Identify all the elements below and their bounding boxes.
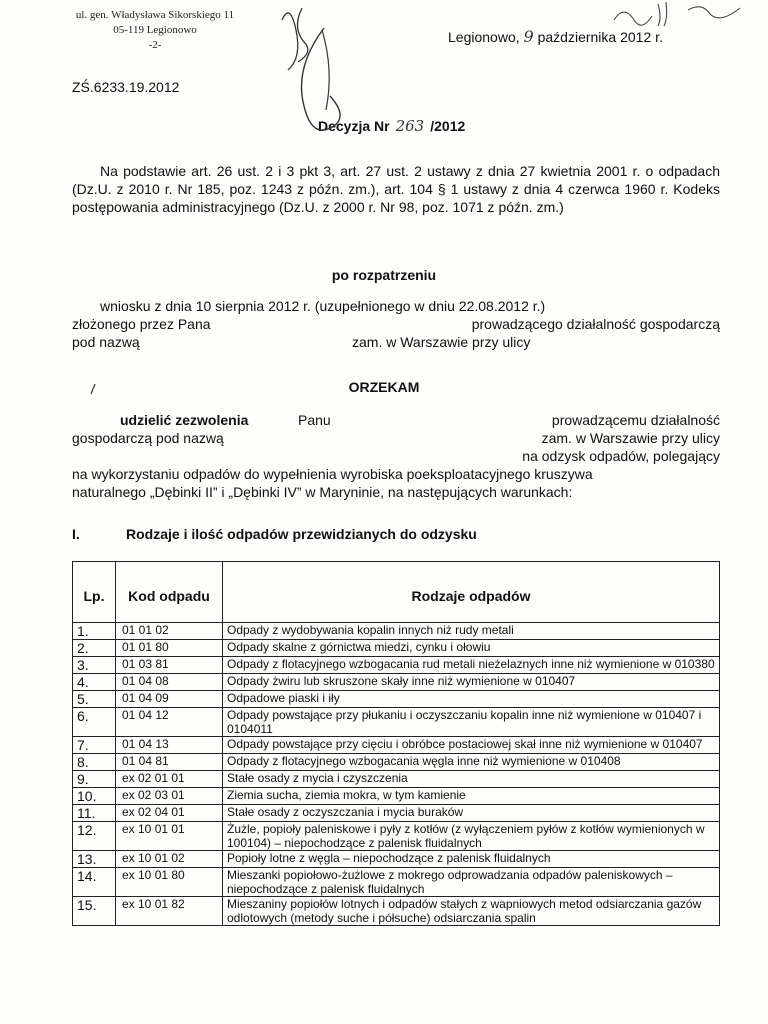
cell-lp: 10.	[73, 788, 116, 805]
application-line-2-a: złożonego przez Pana	[72, 316, 211, 332]
cell-lp: 4.	[73, 674, 116, 691]
office-street: ul. gen. Władysława Sikorskiego 11	[75, 9, 235, 21]
cell-rodzaj: Odpady z flotacyjnego wzbogacania węgla inne niż wymienione w 010408	[223, 754, 720, 771]
table-row	[73, 771, 720, 788]
page-number: -2-	[148, 39, 162, 51]
cell-kod: 01 04 81	[116, 754, 223, 771]
ruling-heading: ORZEKAM	[348, 379, 420, 395]
cell-kod: 01 01 02	[116, 623, 223, 640]
cell-rodzaj: Mieszanki popiołowo-żużlowe z mokrego odprowadzania odpadów paleniskowych – niepochodzące z palenisk fluidalnych	[223, 868, 720, 897]
table-body	[73, 623, 720, 926]
application-line-3-a: pod nazwą	[72, 334, 140, 350]
cell-lp: 5.	[73, 691, 116, 708]
cell-lp: 12.	[73, 822, 116, 851]
cell-kod: ex 02 04 01	[116, 805, 223, 822]
decision-title-prefix: Decyzja Nr	[318, 118, 390, 134]
date-day: 9	[523, 27, 534, 46]
table-row	[73, 897, 720, 926]
waste-types-table	[72, 561, 720, 926]
cell-rodzaj: Żużle, popioły paleniskowe i pyły z kotłów (z wyłączeniem pyłów z kotłów wymienionych w 100104) – niepochodzące z palenisk fluidalnych	[223, 822, 720, 851]
table-row	[73, 691, 720, 708]
table-row	[73, 822, 720, 851]
cell-rodzaj: Odpady powstające przy cięciu i obróbce postaciowej skał inne niż wymienione w 010407	[223, 737, 720, 754]
application-paragraph	[72, 297, 720, 351]
cell-rodzaj: Popioły lotne z węgla – niepochodzące z palenisk fluidalnych	[223, 851, 720, 868]
cell-lp: 2.	[73, 640, 116, 657]
table-header-row	[73, 562, 720, 623]
cell-rodzaj: Odpady skalne z górnictwa miedzi, cynku i ołowiu	[223, 640, 720, 657]
permit-line-2-a: gospodarczą pod nazwą	[72, 430, 224, 446]
cell-kod: 01 04 08	[116, 674, 223, 691]
table-row	[73, 708, 720, 737]
cell-lp: 6.	[73, 708, 116, 737]
table-row	[73, 754, 720, 771]
cell-kod: ex 02 01 01	[116, 771, 223, 788]
permit-bold-start: udzielić zezwolenia	[120, 412, 249, 428]
table-row	[73, 737, 720, 754]
permit-line-5: naturalnego „Dębinki II” i „Dębinki IV” w Maryninie, na następujących warunkach:	[72, 484, 573, 500]
cell-lp: 13.	[73, 851, 116, 868]
table-row	[73, 868, 720, 897]
header-lp: Lp.	[73, 562, 116, 623]
cell-lp: 15.	[73, 897, 116, 926]
application-line-2-b: prowadzącego działalność gospodarczą	[471, 316, 720, 332]
cell-rodzaj: Odpady z flotacyjnego wzbogacania rud metali nieżelaznych inne niż wymienione w 010380	[223, 657, 720, 674]
cell-kod: 01 04 13	[116, 737, 223, 754]
cell-kod: ex 10 01 02	[116, 851, 223, 868]
table-row	[73, 805, 720, 822]
decision-number: 263	[395, 117, 425, 135]
permit-line-1-b: prowadzącemu działalność	[551, 412, 720, 428]
cell-rodzaj: Ziemia sucha, ziemia mokra, w tym kamienie	[223, 788, 720, 805]
cell-rodzaj: Stałe osady z oczyszczania i mycia buraków	[223, 805, 720, 822]
cell-kod: 01 03 81	[116, 657, 223, 674]
cell-kod: ex 02 03 01	[116, 788, 223, 805]
cell-rodzaj: Odpady żwiru lub skruszone skały inne niż wymienione w 010407	[223, 674, 720, 691]
permit-paragraph	[72, 411, 720, 501]
cell-lp: 3.	[73, 657, 116, 674]
table-row	[73, 851, 720, 868]
header-rodzaje: Rodzaje odpadów	[223, 562, 720, 623]
table-row	[73, 657, 720, 674]
after-review-heading: po rozpatrzeniu	[331, 267, 437, 283]
decision-title-suffix: /2012	[430, 118, 466, 134]
cell-kod: ex 10 01 80	[116, 868, 223, 897]
cell-rodzaj: Odpadowe piaski i iły	[223, 691, 720, 708]
cell-kod: ex 10 01 01	[116, 822, 223, 851]
application-line-3	[72, 333, 720, 351]
reference-number: ZŚ.6233.19.2012	[72, 79, 180, 95]
permit-line-3: na odzysk odpadów, polegający	[522, 448, 720, 464]
cell-rodzaj: Odpady z wydobywania kopalin innych niż rudy metali	[223, 623, 720, 640]
permit-line-2-b: zam. w Warszawie przy ulicy	[541, 430, 720, 446]
legal-basis-paragraph: Na podstawie art. 26 ust. 2 i 3 pkt 3, art. 27 ust. 2 ustawy z dnia 27 kwietnia 2001 r. o odpadach (Dz.U. z 2010 r. Nr 185, poz. 1243 z późn. zm.), art. 104 § 1 ustawy z dnia 4 czerwca 1960 r. Kodeks postępowania administracyjnego (Dz.U. z 2000 r. Nr 98, poz. 1071 z późn. zm.)	[72, 163, 720, 215]
cell-lp: 1.	[73, 623, 116, 640]
table-row	[73, 674, 720, 691]
header-kod: Kod odpadu	[116, 562, 223, 623]
date-signature-scribble	[608, 0, 758, 30]
table-row	[73, 623, 720, 640]
place-name: Legionowo,	[448, 29, 520, 45]
application-line-1: wniosku z dnia 10 sierpnia 2012 r. (uzupełnionego w dniu 22.08.2012 r.)	[100, 298, 546, 314]
cell-lp: 7.	[73, 737, 116, 754]
cell-rodzaj: Mieszaniny popiołów lotnych i odpadów stałych z wapniowych metod odsiarczania gazów odlotowych (metody suche i półsuche) odsiarczania spalin	[223, 897, 720, 926]
permit-line-2	[72, 429, 720, 447]
date-month-year: października 2012 r.	[537, 29, 663, 45]
application-line-2	[72, 315, 720, 333]
cell-kod: ex 10 01 82	[116, 897, 223, 926]
cell-rodzaj: Stałe osady z mycia i czyszczenia	[223, 771, 720, 788]
decision-title	[318, 117, 465, 135]
permit-line-4: na wykorzystaniu odpadów do wypełnienia wyrobiska poeksploatacyjnego kruszywa	[72, 466, 593, 482]
office-postal: 05-119 Legionowo	[113, 24, 197, 36]
cell-lp: 9.	[73, 771, 116, 788]
section-heading	[72, 526, 477, 542]
office-line-cut	[40, 0, 270, 8]
cell-lp: 8.	[73, 754, 116, 771]
section-number: I.	[72, 526, 80, 542]
permit-line-1	[72, 411, 720, 429]
cell-kod: 01 04 09	[116, 691, 223, 708]
cell-lp: 11.	[73, 805, 116, 822]
section-title: Rodzaje i ilość odpadów przewidzianych do odzysku	[126, 526, 477, 542]
table-row	[73, 788, 720, 805]
office-address-block	[40, 0, 270, 53]
cell-kod: 01 04 12	[116, 708, 223, 737]
cell-kod: 01 01 80	[116, 640, 223, 657]
place-date	[448, 27, 663, 46]
table-row	[73, 640, 720, 657]
cell-rodzaj: Odpady powstające przy płukaniu i oczyszczaniu kopalin inne niż wymienione w 010407 i 0104011	[223, 708, 720, 737]
permit-line-1-a: Panu	[298, 412, 331, 428]
application-line-3-b: zam. w Warszawie przy ulicy	[352, 334, 531, 350]
cell-lp: 14.	[73, 868, 116, 897]
